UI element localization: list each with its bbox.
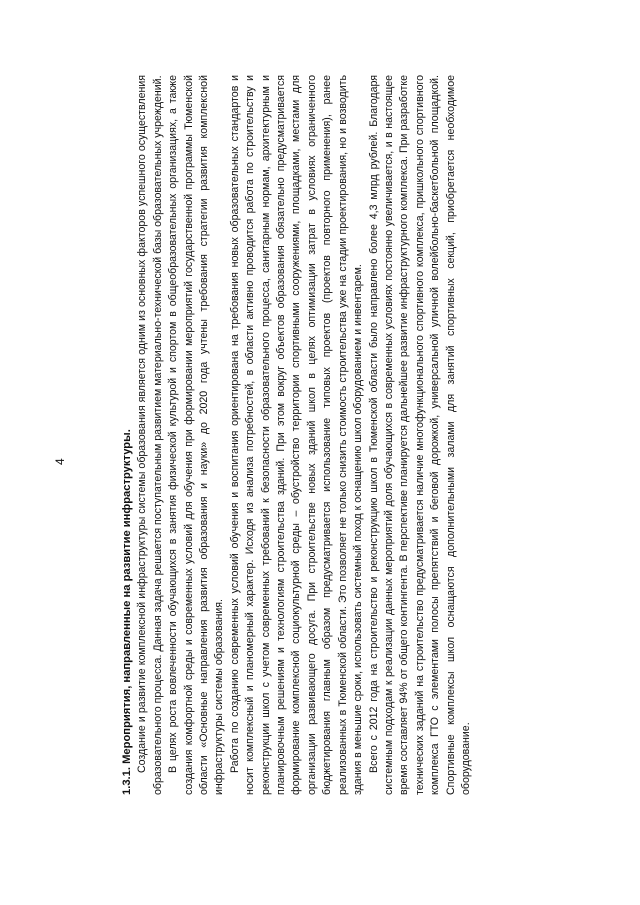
paragraph: Создание и развитие комплексной инфраструктуры системы образования является одним из основных факторов успешного осуществления образовательного процесса. Данная задача решается поступательным развитием материально-технической базы образовательных учреждений. bbox=[136, 75, 164, 795]
document-body bbox=[120, 75, 474, 795]
page-number: 4 bbox=[53, 458, 67, 465]
paragraph: Работа по созданию современных условий обучения и воспитания ориентирована на требования новых образовательных стандартов и носит комплексный и планомерный характер. Исходя из анализа потребностей, в области активно проводится работа по строительству и реконструкции школ с учетом современных требований к безопасности образовательного процесса, санитарным нормам, архитектурным и планировочным решениям и технологиям строительства зданий. При этом вокруг объектов образования обязательно предусматривается формирование комплексной социокультурной среды – обустройство территории спортивными сооружениями, площадками, местами для организации развивающего досуга. При строительстве новых зданий школ в целях оптимизации затрат в условиях ограниченного бюджетирования главным образом предусматривается использование типовых проектов (проектов повторного применения), ранее реализованных в Тюменской области. Это позволяет не только снизить стоимость строительства уже на стадии проектирования, но и возводить здания в меньшие сроки, использовать системный поход к оснащению школ оборудованием и инвентарем. bbox=[228, 75, 365, 795]
section-heading: 1.3.1. Мероприятия, направленные на развитие инфраструктуры. bbox=[121, 429, 133, 795]
paragraph: Всего с 2012 года на строительство и реконструкцию школ в Тюменской области было направлено более 4,3 млрд рублей. Благодаря системным подходам к реализации данных мероприятий доля обучающихся в современных условиях постоянно увеличивается, и в настоящее время составляет 94% от общего контингента. В перспективе планируется дальнейшее развитие инфраструктурного комплекса. При разработке технических заданий на строительство предусматривается наличие многофункционального спортивного комплекса, пришкольного спортивного комплекса ГТО с элементами полосы препятствий и беговой дорожкой, универсальной уличной волейбольно-баскетбольной площадкой. Спортивные комплексы школ оснащаются дополнительными залами для занятий спортивных секций, приобретается необходимое оборудование. bbox=[367, 75, 472, 795]
paragraph: В целях роста вовлеченности обучающихся в занятия физической культурой и спортом в общеобразовательных организациях, а также создания комфортной среды и современных условий для обучения при формировании мероприятий государственной программы Тюменской области «Основные направления развития образования и науки» до 2020 года учтены требования стратегии развития комплексной инфраструктуры системы образования. bbox=[167, 75, 226, 795]
